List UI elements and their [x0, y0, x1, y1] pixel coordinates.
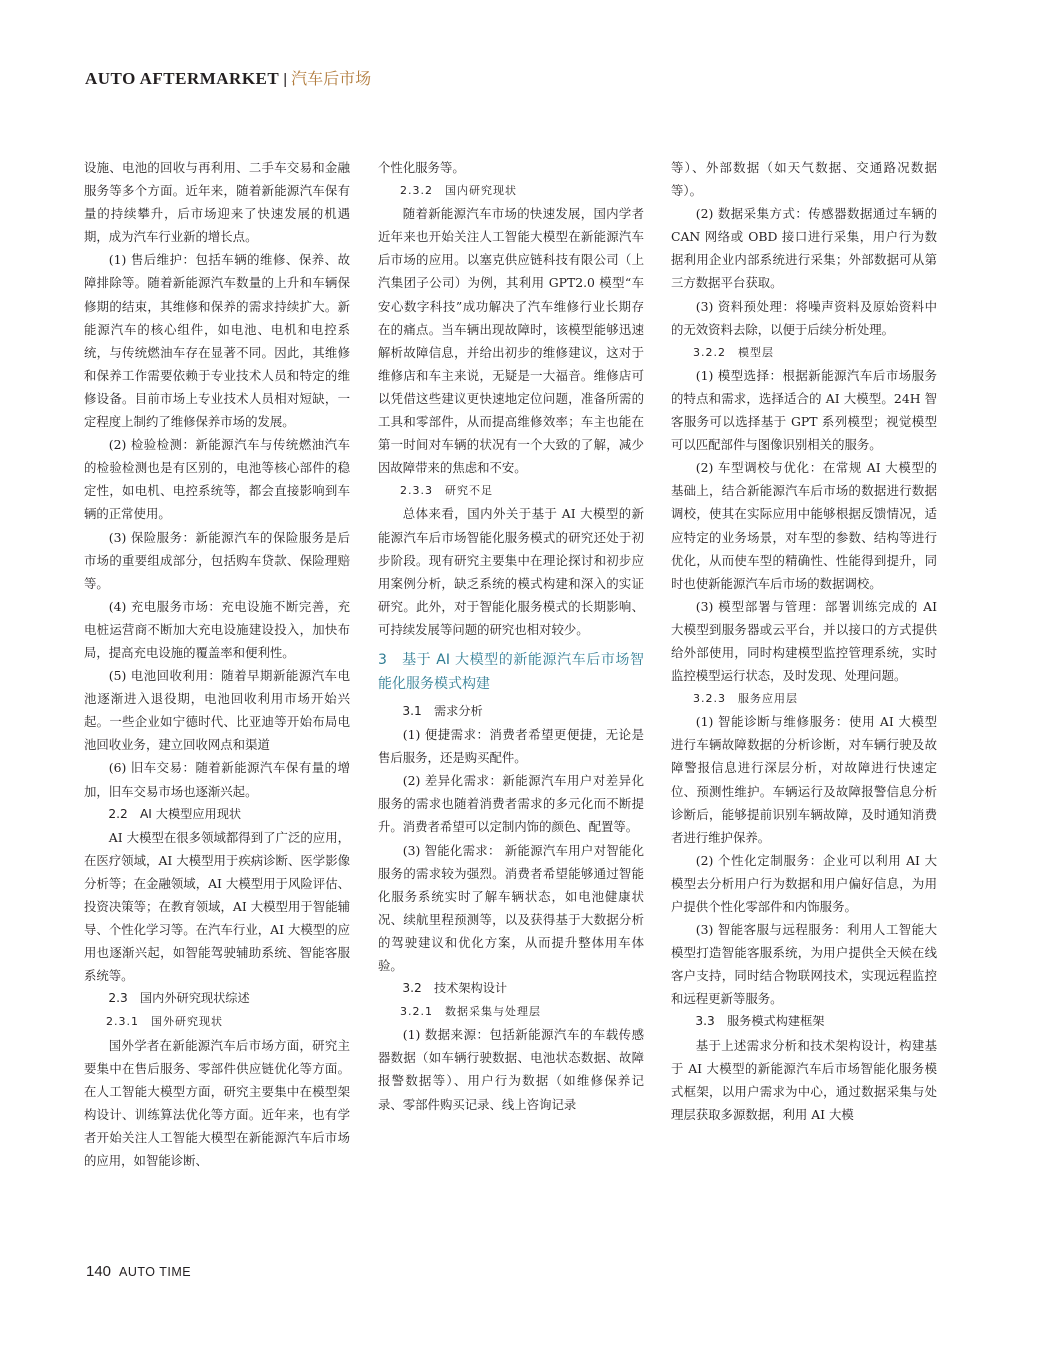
paragraph: 总体来看，国内外关于基于 AI 大模型的新能源汽车后市场智能化服务模式的研究还处于初步阶段。现有研究主要集中在理论探讨和初步应用案例分析，缺乏系统的模式构建和深入的实证研究。此外，对于智能化服务模式的长期影响、可持续发展等问题的研究也相对较少。	[378, 506, 644, 637]
paragraph: (1) 数据来源：包括新能源汽车的车载传感器数据（如车辆行驶数据、电池状态数据、故障报警数据等）、用户行为数据（如维修保养记录、零部件购买记录、线上咨询记录	[378, 1027, 644, 1112]
header-title-cn: 汽车后市场	[291, 69, 372, 88]
page-header	[85, 66, 371, 89]
subsection-heading: 2.3.2 国内研究现状	[400, 184, 517, 198]
paragraph: 个性化服务等。	[378, 160, 465, 175]
section-heading: 3.2 技术架构设计	[402, 981, 508, 996]
section-heading: 2.2 AI 大模型应用现状	[108, 806, 242, 821]
paragraph: (3) 智能客服与远程服务：利用人工智能大模型打造智能客服系统，为用户提供全天候在线客户支持，同时结合物联网技术，实现远程监控和远程更新等服务。	[671, 922, 937, 1007]
column-2	[378, 156, 644, 1116]
paragraph: (1) 便捷需求：消费者希望更便捷，无论是售后服务，还是购买配件。	[378, 727, 644, 766]
paragraph: (5) 电池回收利用：随着早期新能源汽车电池逐渐进入退役期，电池回收利用市场开始兴起。一些企业如宁德时代、比亚迪等开始布局电池回收业务，建立回收网点和渠道	[84, 668, 350, 753]
paragraph: (1) 智能诊断与维修服务：使用 AI 大模型进行车辆故障数据的分析诊断，对车辆行驶及故障警报信息进行深层分析，对故障进行快速定位、预测性维护。车辆运行及故障报警信息分析诊断后，能够提前识别车辆故障，及时通知消费者进行维护保养。	[671, 714, 937, 845]
paragraph: (6) 旧车交易：随着新能源汽车保有量的增加，旧车交易市场也逐渐兴起。	[84, 760, 350, 799]
section-heading: 3.3 服务模式构建框架	[695, 1014, 825, 1029]
paragraph: (3) 保险服务：新能源汽车的保险服务是后市场的重要组成部分，包括购车贷款、保险理赔等。	[84, 529, 350, 591]
paragraph: (3) 模型部署与管理：部署训练完成的 AI 大模型到服务器或云平台，并以接口的方式提供给外部使用，同时构建模型监控管理系统，实时监控模型运行状态，及时发现、处理问题。	[671, 598, 937, 684]
paragraph: (2) 车型调校与优化：在常规 AI 大模型的基础上，结合新能源汽车后市场的数据进行数据调校，使其在实际应用中能够根据反馈情况，适应特定的业务场景，对车型的参数、结构等进行优化，从而使车型的精确性、性能得到提升，同时也使新能源汽车后市场的数据调校。	[671, 460, 937, 591]
magazine-name: AUTO TIME	[119, 1265, 192, 1279]
subsection-heading: 3.2.3 服务应用层	[693, 692, 798, 706]
paragraph: 国外学者在新能源汽车后市场方面，研究主要集中在售后服务、零部件供应链优化等方面。在人工智能大模型方面，研究主要集中在模型架构设计、训练算法优化等方面。近年来，也有学者开始关注人工智能大模型在新能源汽车后市场的应用，如智能诊断、	[84, 1037, 350, 1169]
paragraph: (4) 充电服务市场：充电设施不断完善，充电桩运营商不断加大充电设施建设投入，加快布局，提高充电设施的覆盖率和便利性。	[84, 598, 350, 660]
section-heading: 3.1 需求分析	[402, 703, 483, 718]
column-1	[84, 156, 350, 1172]
paragraph: (2) 个性化定制服务：企业可以利用 AI 大模型去分析用户行为数据和用户偏好信息，为用户提供个性化零部件和内饰服务。	[671, 852, 937, 914]
paragraph: (2) 检验检测：新能源汽车与传统燃油汽车的检验检测也是有区别的，电池等核心部件的稳定性，如电机、电控系统等，都会直接影响到车辆的正常使用。	[84, 437, 350, 522]
paragraph: (3) 智能化需求： 新能源汽车用户对智能化服务的需求较为强烈。消费者希望能够通过智能化服务系统实时了解车辆状态，如电池健康状况、续航里程预测等，以及获得基于大数据分析的驾驶建议和优化方案，从而提升整体用车体验。	[378, 842, 644, 973]
paragraph: (2) 差异化需求：新能源汽车用户对差异化服务的需求也随着消费者需求的多元化而不断提升。消费者希望可以定制内饰的颜色、配置等。	[378, 773, 644, 835]
paragraph: 等）、外部数据（如天气数据、交通路况数据等）。	[671, 160, 937, 199]
page-footer	[86, 1263, 191, 1280]
subsection-heading: 2.3.3 研究不足	[400, 484, 493, 498]
paragraph: (1) 模型选择：根据新能源汽车后市场服务的特点和需求，选择适合的 AI 大模型。24H 智客服务可以选择基于 GPT 系列模型；视觉模型可以匹配部件与图像识别相关的服务。	[671, 367, 937, 453]
page-number: 140	[86, 1263, 112, 1280]
paragraph: 随着新能源汽车市场的快速发展，国内学者近年来也开始关注人工智能大模型在新能源汽车后市场的应用。以塞克供应链科技有限公司（上汽集团子公司）为例，其利用 GPT2.0 模型“车安心数字科技”成功解决了汽车维修行业长期存在的痛点。当车辆出现故障时，该模型能够迅速解析故障信息，并给出初步的维修建议，这对于维修店和车主来说，无疑是一大福音。维修店可以凭借这些建议更快速地定位问题，准备所需的工具和零部件，从而提高维修效率；车主也能在第一时间对车辆的状况有一个大致的了解，减少因故障带来的焦虑和不安。	[378, 206, 644, 476]
subsection-heading: 3.2.2 模型层	[693, 345, 774, 359]
chapter-heading: 3 基于 AI 大模型的新能源汽车后市场智能化服务模式构建	[378, 651, 644, 692]
paragraph: (1) 售后维护：包括车辆的维修、保养、故障排除等。随着新能源汽车数量的上升和车辆保修期的结束，其维修和保养的需求持续扩大。新能源汽车的核心组件，如电池、电机和电控系统，与传统燃油车存在显著不同。因此，其维修和保养工作需要依赖于专业技术人员和特定的维修设备。目前市场上专业技术人员相对短缺，一定程度上制约了维修保养市场的发展。	[84, 252, 350, 430]
paragraph: AI 大模型在很多领域都得到了广泛的应用，在医疗领域，AI 大模型用于疾病诊断、医学影像分析等；在金融领域，AI 大模型用于风险评估、投资决策等；在教育领域，AI 大模型用于智能辅导、个性化学习等。在汽车行业，AI 大模型的应用也逐渐兴起，如智能驾驶辅助系统、智能客服系统等。	[84, 829, 350, 984]
column-3	[671, 156, 937, 1126]
subsection-heading: 3.2.1 数据采集与处理层	[400, 1005, 541, 1019]
paragraph: 设施、电池的回收与再利用、二手车交易和金融服务等多个方面。近年来，随着新能源汽车保有量的持续攀升，后市场迎来了快速发展的机遇期，成为汽车行业新的增长点。	[84, 160, 350, 245]
header-separator: |	[283, 71, 288, 88]
paragraph: (2) 数据采集方式：传感器数据通过车辆的 CAN 网络或 OBD 接口进行采集，用户行为数据利用企业内部系统进行采集；外部数据可从第三方数据平台获取。	[671, 206, 937, 291]
header-title-en: AUTO AFTERMARKET	[85, 69, 280, 88]
paragraph: 基于上述需求分析和技术架构设计，构建基于 AI 大模型的新能源汽车后市场智能化服务模式框架，以用户需求为中心，通过数据采集与处理层获取多源数据，利用 AI 大模	[671, 1037, 937, 1122]
subsection-heading: 2.3.1 国外研究现状	[106, 1015, 223, 1029]
section-heading: 2.3 国内外研究现状综述	[108, 991, 250, 1006]
paragraph: (3) 资料预处理：将噪声资料及原始资料中的无效资料去除，以便于后续分析处理。	[671, 298, 937, 337]
